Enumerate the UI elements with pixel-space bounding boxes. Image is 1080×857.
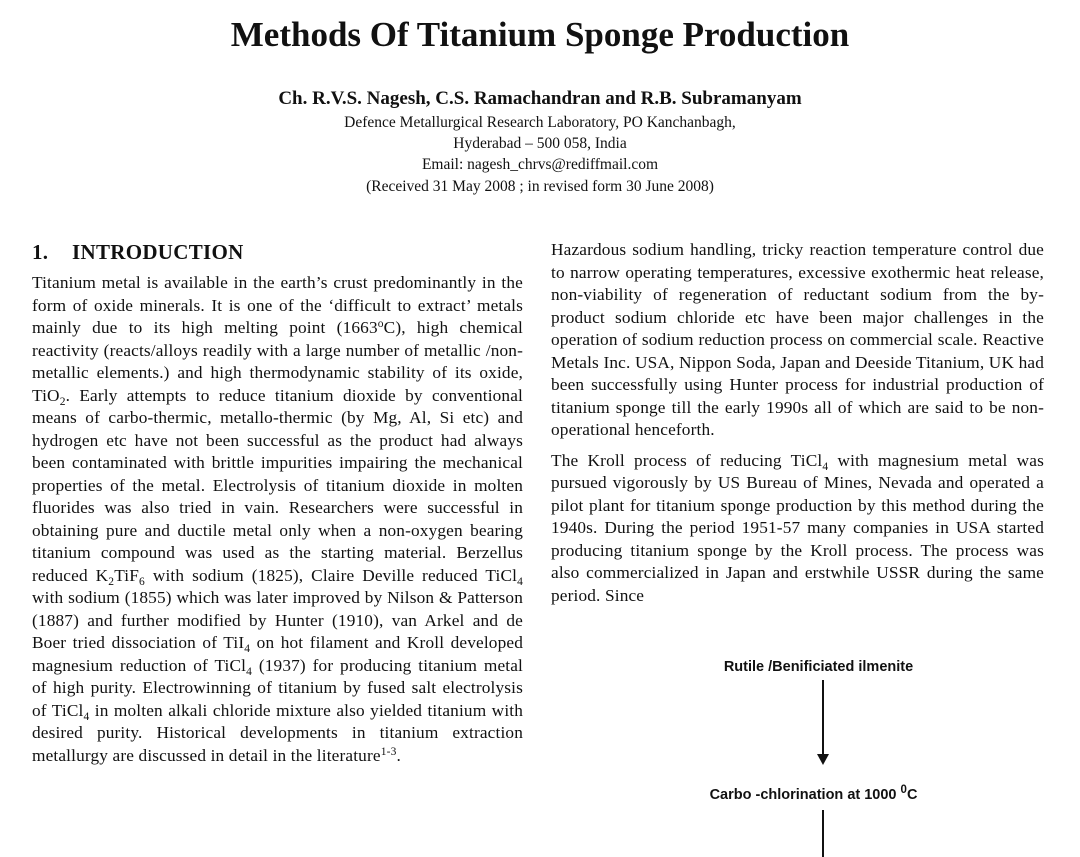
affiliation-address: Hyderabad – 500 058, India [453,135,627,153]
flowchart-step-rutile: Rutile /Benificiated ilmenite [723,659,914,675]
flowchart-arrows [551,652,1080,857]
left-column [32,238,523,767]
process-flowchart [551,652,1080,857]
received-dates: (Received 31 May 2008 ; in revised form 30 June 2008) [366,177,714,195]
affiliation-institution: Defence Metallurgical Research Laboratory, PO Kanchanbagh, [344,114,736,131]
kroll-process-paragraph: The Kroll process of reducing TiCl$_4$ with magnesium metal was pursued vigorously by US Bureau of Mines, Nevada and operated a pilot plant for titanium sponge production by this method during the 1940s. During the period 1951-57 many companies in USA started producing titanium sponge by the Kroll process. The process was also commercialized in Japan and erstwhile USSR during the same period. Since [551,450,1045,605]
section-title: INTRODUCTION [72,240,244,264]
citation-reference: 1-3 [380,745,397,758]
section-heading [32,238,523,266]
section-number: 1. [32,240,49,264]
paper-title: Methods Of Titanium Sponge Production [230,15,850,54]
introduction-paragraph: Titanium metal is available in the earth’s crust predominantly in the form of oxide minerals. It is one of the ‘difficult to extract’ metals mainly due to its high melting point (1663$^o$C), high chemical reactivity (reacts/alloys readily with a large number of metallic /non-metallic elements.) and high thermodynamic stability of its oxide, TiO$_2$. Early attempts to reduce titanium dioxide by conventional means of carbo-thermic, metallo-thermic (by Mg, Al, Si etc) and hydrogen etc have not been successful as the product had always been contaminated with brittle impurities impairing the mechanical properties of the metal. Electrolysis of titanium dioxide in molten fluorides was also tried in vain. Researchers were successful in obtaining pure and ductile metal only when a non-oxygen bearing titanium compound was used as the starting material. Berzellus reduced $K_2TiF_6$ with sodium (1825), Claire Deville reduced TiCl$_4$ with sodium (1855) which was later improved by Nilson & Patterson (1887) and further modified by Hunter (1910), van Arkel and de Boer tried dissociation of TiI$_4$ on hot filament and Kroll developed magnesium reduction of TiCl$_4$ (1937) for producing titanium metal of high purity. Electrowinning of titanium by fused salt electrolysis of TiCl$_4$ in molten alkali chloride mixture also yielded titanium with desired purity. Historical developments in titanium extraction metallurgy are discussed in detail in the literature$^{1-3}$. [32,273,524,765]
author-list: Ch. R.V.S. Nagesh, C.S. Ramachandran and R.B. Subramanyam [278,88,802,109]
flowchart-step-chlorination: Carbo -chlorination at 1000 $^0$C [709,784,918,803]
author-email: Email: nagesh_chrvs@rediffmail.com [421,156,659,174]
affiliation-block [0,112,1080,197]
right-column [551,239,1044,607]
hunter-process-paragraph: Hazardous sodium handling, tricky reaction temperature control due to narrow operating temperatures, excessive exothermic heat release, non-viability of regeneration of reductant sodium from the by-product sodium chloride etc have been major challenges in the operation of sodium reduction process on commercial scale. Reactive Metals Inc. USA, Nippon Soda, Japan and Deeside Titanium, UK had been successfully using Hunter process for industrial production of titanium sponge till the early 1990s all of which are said to be non-operational henceforth. [551,240,1044,439]
flowchart-arrow-head [817,754,829,765]
